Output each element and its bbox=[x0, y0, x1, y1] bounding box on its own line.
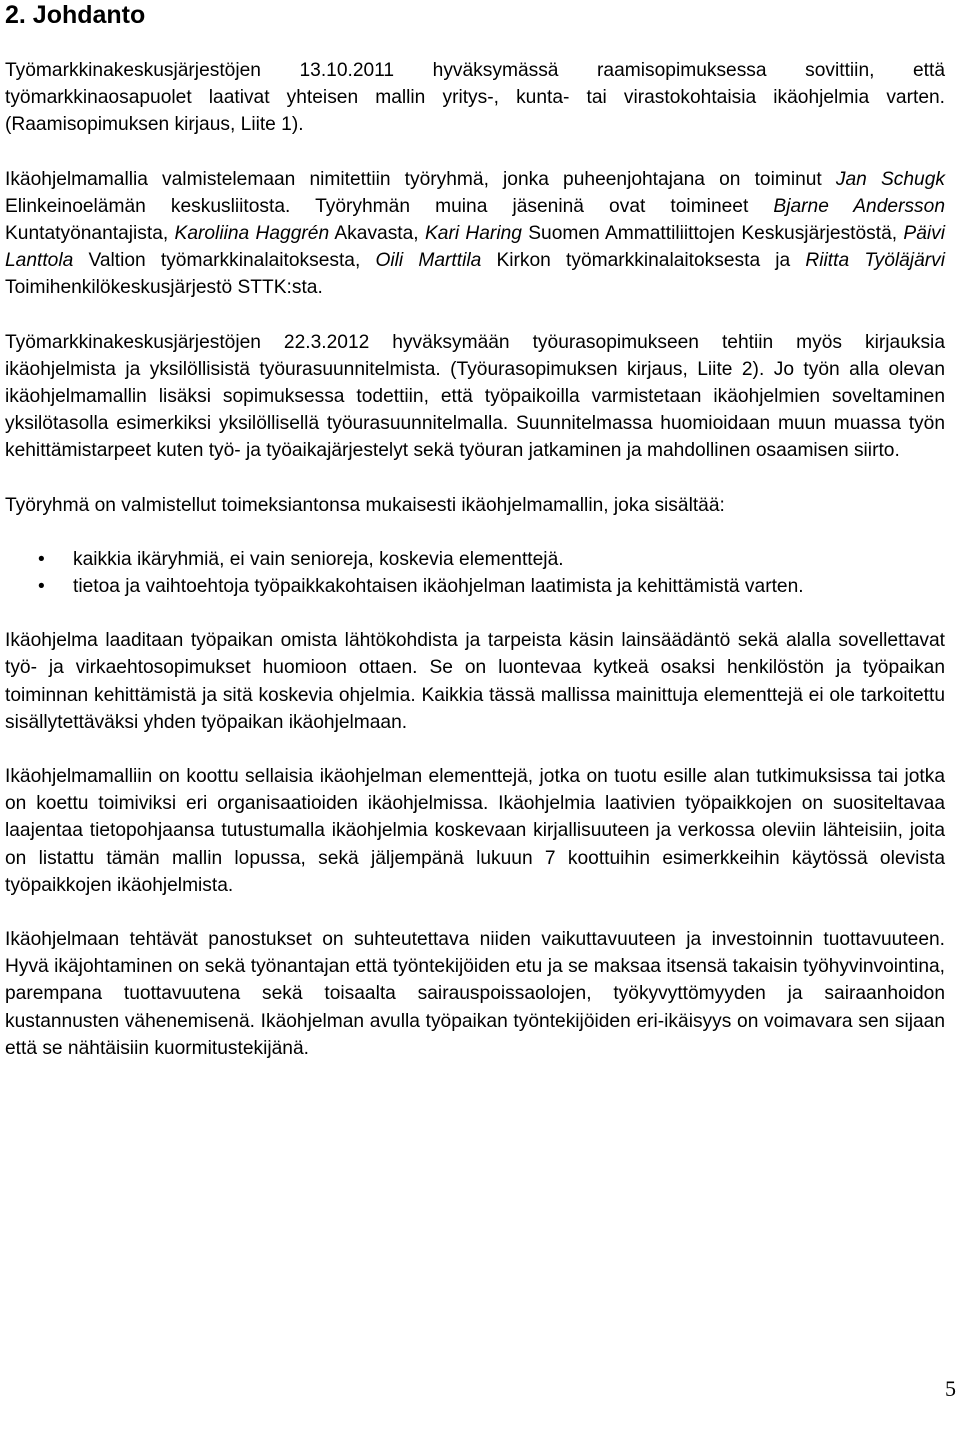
paragraph-model-elements: Ikäohjelmamalliin on koottu sellaisia ikäohjelman elementtejä, jotka on tuotu esille alan tutkimuksissa tai jotka on koettu toimiviksi eri organisaatioiden ikäohjelmissa. Ikäohjelmia laativien työpaikkojen on suositeltavaa laajentaa tietopohjaansa tutustumalla ikäohjelmia koskevaan kirjallisuuteen ja verkossa oleviin lähteisiin, joita on listattu tämän mallin lopussa, sekä jäljempänä lukuun 7 koottuihin esimerkkeihin käytössä olevista työpaikkojen ikäohjelmista. bbox=[5, 766, 945, 896]
text-segment: Suomen Ammattiliittojen Keskusjärjestöstä, bbox=[521, 223, 904, 245]
paragraph-framework-agreement: Työmarkkinakeskusjärjestöjen 13.10.2011 hyväksymässä raamisopimuksessa sovittiin, että työmarkkinaosapuolet laativat yhteisen mallin yritys-, kunta- tai virastokohtaisia ikäohjelmia varten. (Raamisopimuksen kirjaus, Liite 1). bbox=[5, 60, 945, 136]
text-segment: Akavasta, bbox=[329, 223, 425, 245]
list-item bbox=[5, 546, 945, 573]
bullet-list bbox=[5, 546, 945, 600]
member-name: Kari Haring bbox=[424, 223, 522, 245]
text-segment: Kirkon työmarkkinalaitoksesta ja bbox=[481, 250, 806, 272]
text-segment: Kuntatyönantajista, bbox=[5, 223, 175, 245]
list-item bbox=[5, 573, 945, 600]
member-name: Jan Schugk bbox=[835, 168, 945, 190]
text-segment: Valtion työmarkkinalaitoksesta, bbox=[73, 250, 376, 272]
list-item-text: tietoa ja vaihtoehtoja työpaikkakohtaisen ikäohjelman laatimista ja kehittämistä varten. bbox=[73, 576, 804, 598]
paragraph-list-intro: Työryhmä on valmistellut toimeksiantonsa mukaisesti ikäohjelmamallin, joka sisältää: bbox=[5, 494, 725, 516]
member-name: Riitta Työläjärvi bbox=[805, 250, 945, 272]
paragraph-investments: Ikäohjelmaan tehtävät panostukset on suhteutettava niiden vaikuttavuuteen ja investoinnin tuottavuuteen. Hyvä ikäjohtaminen on sekä työnantajan että työntekijöiden etu ja se maksaa itsensä takaisin työhyvinvointina, parempana tuottavuutena sekä toisaalta sairauspoissaolojen, työkyvyttömyyden ja sairaanhoidon kustannusten vähenemisenä. Ikäohjelman avulla työpaikan työntekijöiden eri-ikäisyys on voimavara sen sijaan että se nähtäisiin kuormitustekijänä. bbox=[5, 929, 945, 1059]
member-name: Päivi Lanttola bbox=[5, 223, 946, 272]
list-item-text: kaikkia ikäryhmiä, ei vain senioreja, koskevia elementtejä. bbox=[73, 548, 564, 570]
paragraph-career-agreement: Työmarkkinakeskusjärjestöjen 22.3.2012 hyväksymään työurasopimukseen tehtiin myös kirjauksia ikäohjelmista ja yksilöllisistä työurasuunnitelmista. (Työurasopimuksen kirjaus, Liite 2). Jo työn alla olevan ikäohjelmamallin lisäksi sopimuksessa todettiin, että työpaikoilla varmistetaan ikäohjelmien soveltaminen yksilötasolla esimerkiksi yksilöllisellä työurasuunnitelmalla. Suunnitelmassa huomioidaan muun muassa työn kehittämistarpeet kuten työ- ja työaikajärjestelyt sekä työuran jatkaminen ja mahdollinen osaamisen siirto. bbox=[5, 331, 945, 462]
bullet-icon: • bbox=[38, 548, 45, 570]
paragraph-program-basis: Ikäohjelma laaditaan työpaikan omista lähtökohdista ja tarpeista käsin lainsäädäntö sekä alalla sovellettavat työ- ja virkaehtosopimukset huomioon ottaen. Se on luontevaa kytkeä osaksi henkilöstön ja työpaikan toiminnan kehittämistä ja sitä koskevia ohjelmia. Kaikkia tässä mallissa mainittuja elementtejä ei ole tarkoitettu sisällytettäväksi yhden työpaikan ikäohjelmaan. bbox=[5, 630, 945, 733]
section-heading: 2. Johdanto bbox=[5, 1, 146, 29]
member-name: Bjarne Andersson bbox=[773, 195, 945, 217]
text-segment: Ikäohjelmamallia valmistelemaan nimitettiin työryhmä, jonka puheenjohtajana on toiminut bbox=[5, 168, 836, 190]
document-page bbox=[5, 0, 945, 1062]
paragraph-working-group bbox=[5, 166, 945, 302]
member-name: Oili Marttila bbox=[375, 250, 482, 272]
text-segment: Elinkeinoelämän keskusliitosta. Työryhmän muina jäseninä ovat toimineet bbox=[5, 195, 774, 217]
text-segment: Toimihenkilökeskusjärjestö STTK:sta. bbox=[5, 277, 323, 299]
bullet-icon: • bbox=[38, 576, 45, 598]
page-number: 5 bbox=[945, 1376, 956, 1401]
member-name: Karoliina Haggrén bbox=[174, 223, 330, 245]
